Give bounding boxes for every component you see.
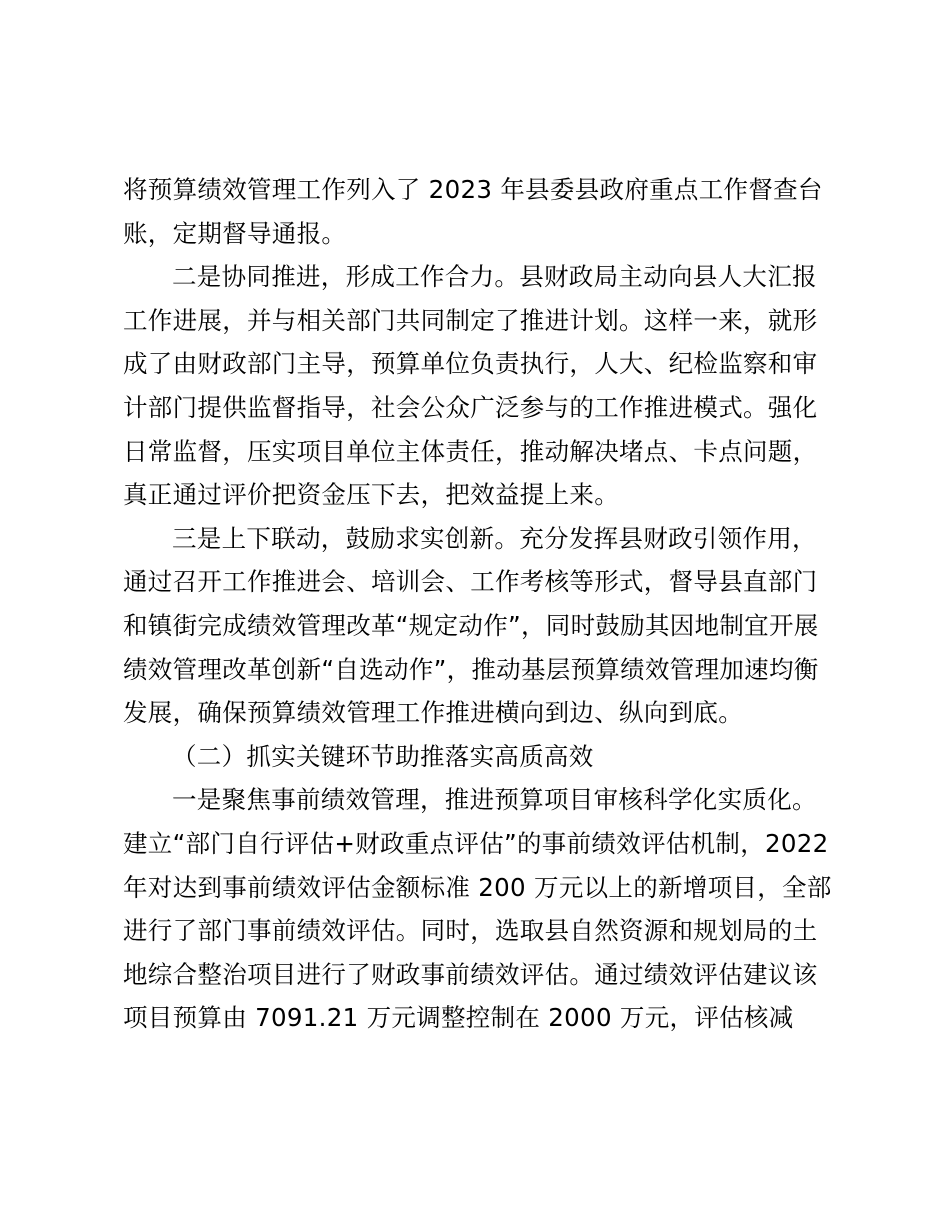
paragraph-line: 通过召开工作推进会、培训会、工作考核等形式，督导县直部门 (123, 567, 818, 597)
paragraph-line: 和镇街完成绩效管理改革“规定动作”，同时鼓励其因地制宜开展 (123, 610, 819, 640)
paragraph-line: 二是协同推进，形成工作合力。县财政局主动向县人大汇报 (172, 262, 817, 292)
paragraph-line: 账，定期督导通报。 (123, 218, 347, 248)
paragraph-line: 三是上下联动，鼓励求实创新。充分发挥县财政引领作用， (172, 523, 817, 553)
paragraph-line: 日常监督，压实项目单位主体责任，推动解决堵点、卡点问题， (123, 436, 818, 466)
paragraph-line: 计部门提供监督指导，社会公众广泛参与的工作推进模式。强化 (123, 392, 818, 422)
paragraph-line: 建立“部门自行评估+财政重点评估”的事前绩效评估机制，2022 (123, 828, 829, 858)
document-body (123, 168, 833, 1040)
paragraph-line: 将预算绩效管理工作列入了 2023 年县委县政府重点工作督查台 (123, 175, 823, 204)
paragraph-line: 发展，确保预算绩效管理工作推进横向到边、纵向到底。 (123, 698, 743, 728)
paragraph-line: 进行了部门事前绩效评估。同时，选取县自然资源和规划局的土 (123, 916, 818, 946)
paragraph-line: 年对达到事前绩效评估金额标准 200 万元以上的新增项目，全部 (123, 872, 832, 902)
paragraph-line: 项目预算由 7091.21 万元调整控制在 2000 万元，评估核减 (123, 1003, 794, 1033)
paragraph-line: 一是聚焦事前绩效管理，推进预算项目审核科学化实质化。 (172, 785, 817, 815)
paragraph-line: 工作进展，并与相关部门共同制定了推进计划。这样一来，就形 (123, 305, 818, 335)
paragraph-line: 成了由财政部门主导，预算单位负责执行，人大、纪检监察和审 (123, 349, 818, 379)
section-heading: （二）抓实关键环节助推落实高质高效 (172, 741, 594, 771)
paragraph-line: 绩效管理改革创新“自选动作”，推动基层预算绩效管理加速均衡 (123, 654, 819, 684)
paragraph-line: 地综合整治项目进行了财政事前绩效评估。通过绩效评估建议该 (123, 959, 818, 989)
paragraph-line: 真正通过评价把资金压下去，把效益提上来。 (123, 480, 619, 510)
